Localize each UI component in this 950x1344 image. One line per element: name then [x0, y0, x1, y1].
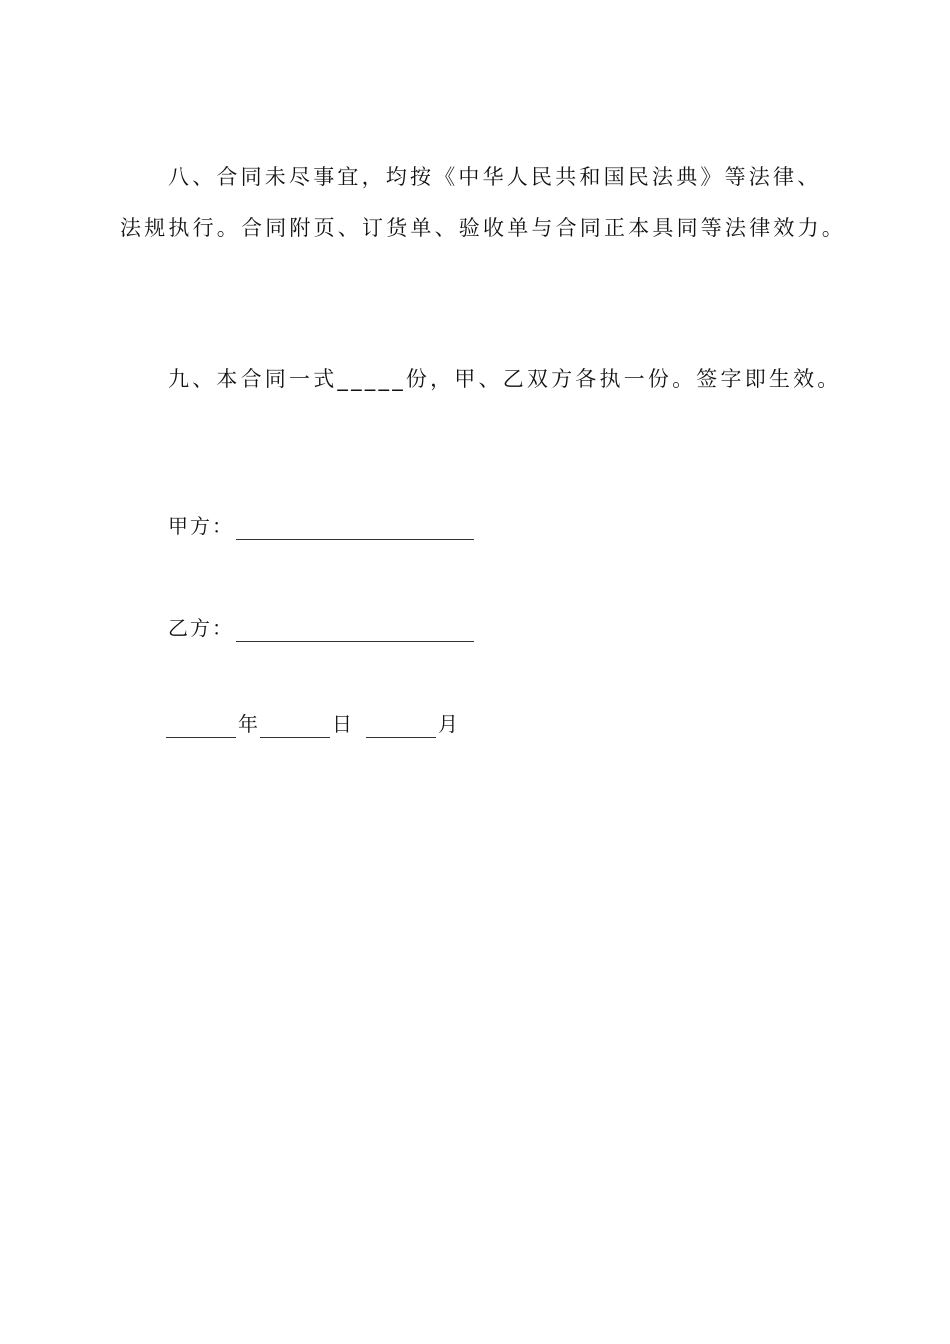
- clause-8-line-1: 八、合同未尽事宜，均按《中华人民共和国民法典》等法律、: [168, 165, 822, 189]
- clause-9: 九、本合同一式_____份，甲、乙双方各执一份。签字即生效。: [168, 367, 842, 391]
- party-b-signature-blank: [236, 619, 474, 642]
- month-blank: [366, 715, 436, 738]
- party-a-label: 甲方：: [168, 514, 234, 538]
- party-a-signature-blank: [236, 517, 474, 540]
- date-row: [166, 710, 458, 738]
- day-blank: [260, 715, 330, 738]
- party-a-signature-row: [168, 512, 474, 540]
- day-label: 日: [332, 712, 352, 736]
- year-label: 年: [238, 712, 258, 736]
- clause-8-line-2: 法规执行。合同附页、订货单、验收单与合同正本具同等法律效力。: [120, 216, 846, 240]
- month-label: 月: [438, 712, 458, 736]
- year-blank: [166, 715, 236, 738]
- party-b-signature-row: [168, 614, 474, 642]
- party-b-label: 乙方：: [168, 616, 234, 640]
